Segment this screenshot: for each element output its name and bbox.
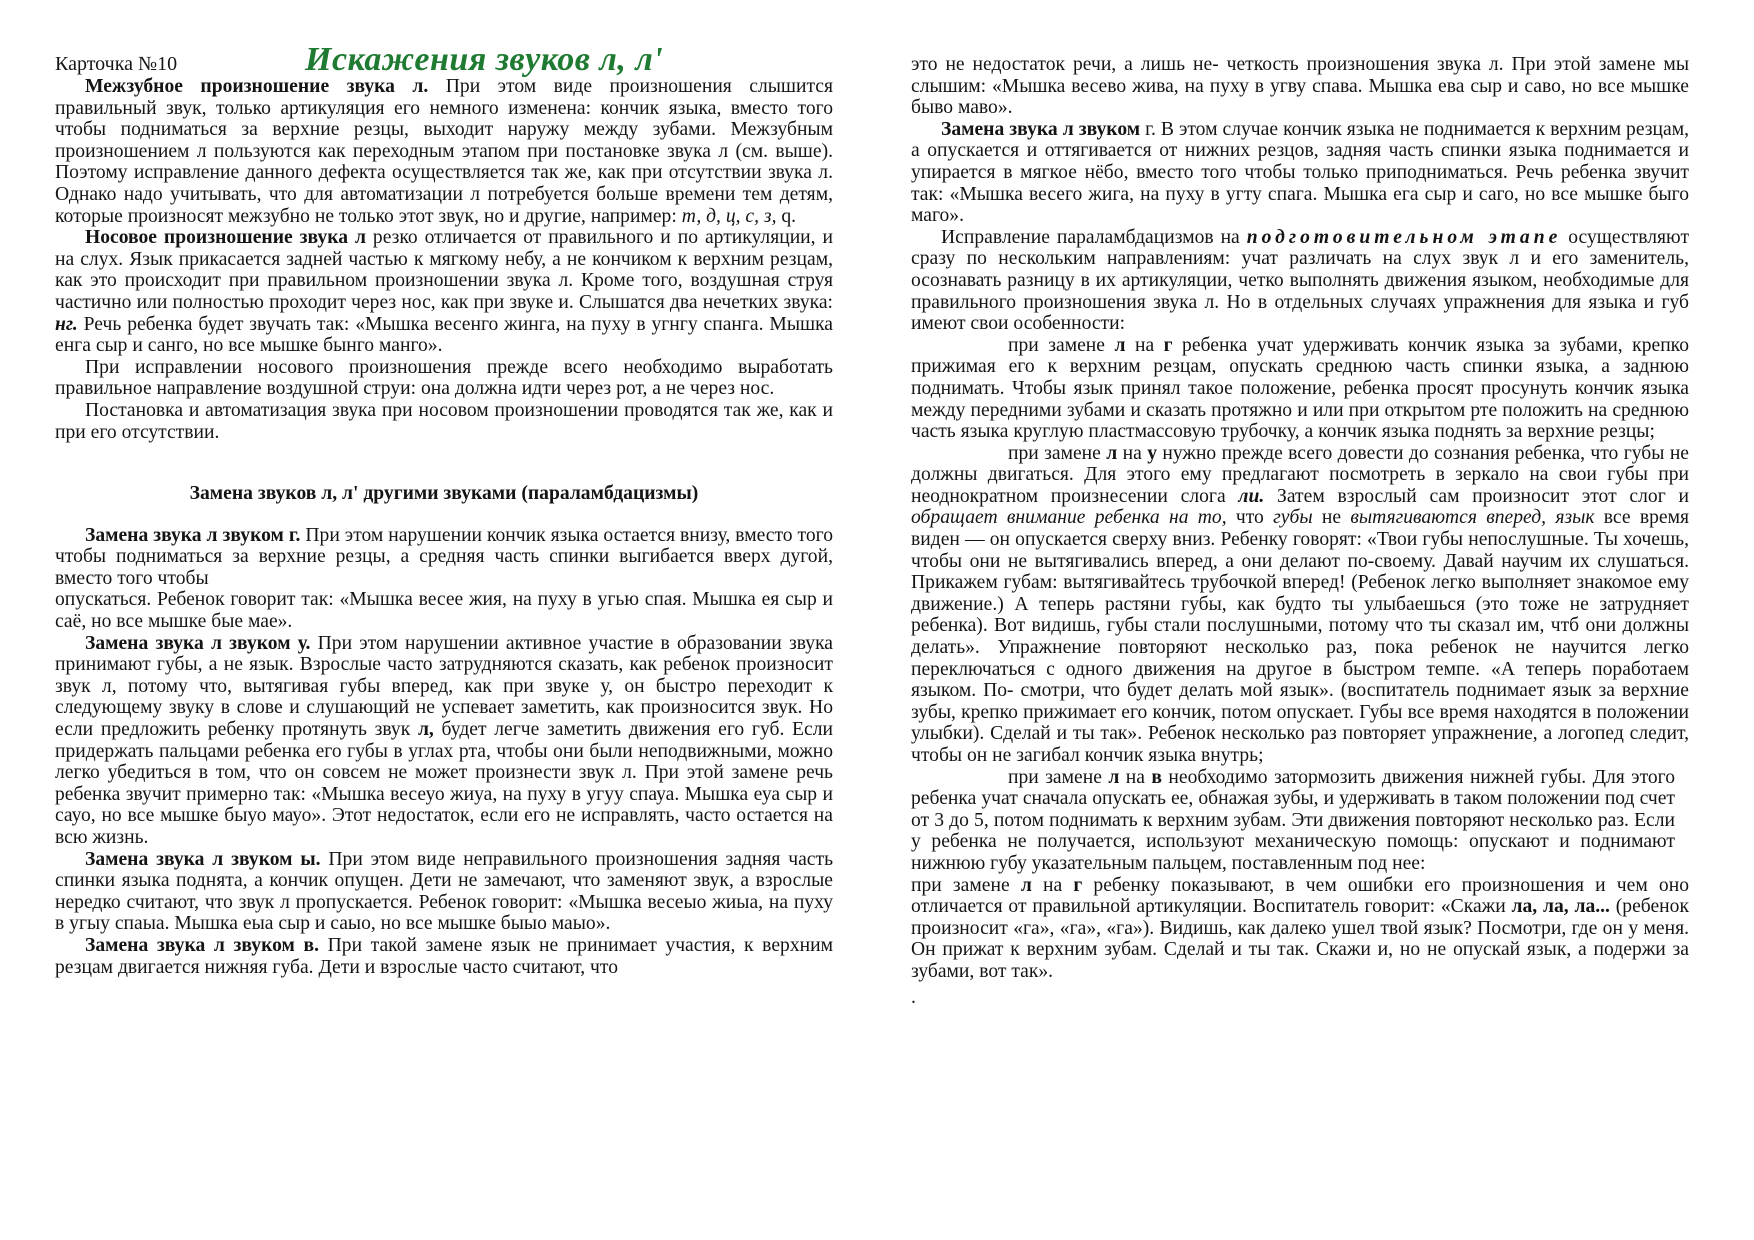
paragraph-l-to-v [911, 767, 1675, 875]
text: Речь ребенка будет звучать так: «Мышка весенго жинга, на пуху в угнгу спанга. Мышка енга сыр и санго, но все мышке бынго манго». [55, 313, 833, 357]
text: на [1031, 874, 1074, 896]
term-g: Замена звука л звуком г. [85, 524, 301, 546]
paragraph-g [55, 525, 833, 590]
text: ребенка учат удерживать кончик языка за зубами, крепко прижимая его к верхним резцам, опускать среднюю часть спинки языка, а заднюю поднимать. Чтобы язык принял такое положение, ребенка просят просунуть кончик языка между передними зубами и сказать протяжно и или при открытом рте положить на среднюю часть языка круглую пластмассовую трубочку, а кончик языка поднять за верхние резцы; [911, 334, 1689, 443]
paragraph-u [55, 633, 833, 849]
term-preparatory-stage: подготовительном этапе [1246, 226, 1562, 248]
text: Исправление параламбдацизмов на [941, 226, 1247, 248]
bold-la: ла, ла, ла... [1511, 896, 1610, 918]
paragraph-preparatory [911, 227, 1689, 335]
text: что [1226, 507, 1274, 529]
text: При этом виде произношения слышится правильный звук, только артикуляция его немного изменена: кончик языка, вместо того чтобы подниматься за верхние резцы, выходит наружу между зубами. Межзубным произношением л пользуются как переходным этапом при постановке звука л (см. выше). Поэтому исправление данного дефекта осуществляется так же, как при отсутствии звука л. Однако надо учитывать, что для автоматизации л потребуется больше времени тем детям, которые произносят межзубно не только этот звук, но и другие, например: [55, 76, 833, 227]
paragraph-v-cont: это не недостаток речи, а лишь не- четкость произношения звука л. При этой замене мы слышим: «Мышка весево жива, на пуху в угву спава. Мышка ева сыр и саво, но все мышке быво маво». [911, 54, 1689, 119]
text: при замене [1008, 334, 1115, 356]
card-header [55, 41, 833, 78]
bold-v: в [1151, 766, 1162, 788]
bold-l: л [1020, 874, 1032, 896]
paragraph-v [55, 935, 833, 978]
paragraph-l-to-g [911, 335, 1689, 443]
bold-l: л [1114, 334, 1126, 356]
italic-sounds: т, д, ц, с, з, [681, 205, 777, 227]
text: резко отличается от правильного и по артикуляции, и на слух. Язык прикасается задней частью к мягкому небу, а не кончиком к верхним резцам, как это происходит при правильном произношении звука л. Кроме того, воздушная струя частично или полностью проходит через нос, как при звуке и. Слышатся два нечетких звука: [55, 227, 833, 313]
paragraph-y [55, 849, 833, 935]
right-column [911, 54, 1689, 1008]
text: на [1119, 766, 1152, 788]
text: При этом виде неправильного произношения задняя часть спинки языка поднята, а кончик опущен. Дети не замечают, что заменяют звук, а взрослые нередко считают, что звук л пропускается. Ребенок говорит: «Мышка весеыо жиыа, на пуху в угыу спаыа. Мышка еыа сыр и саыо, но все мышке быыо маыо». [55, 848, 833, 935]
paragraph-l-to-g-show [911, 875, 1689, 983]
text: Затем взрослый сам произносит этот слог и [1264, 485, 1689, 507]
term-interdental: Межзубное произношение звука л. [85, 76, 429, 97]
italic-li: ли. [1238, 485, 1265, 507]
paragraph-nasal [55, 227, 833, 357]
paragraph-l-to-u [911, 443, 1689, 767]
term-v: Замена звука л звуком в. [85, 934, 319, 956]
text: на [1125, 334, 1164, 356]
text: При такой замене язык не принимает участия, к верхним резцам двигается нижняя губа. Дети и взрослые часто считают, что [55, 934, 833, 978]
paragraph-g-cont: опускаться. Ребенок говорит так: «Мышка весее жия, на пуху в угью спая. Мышка ея сыр и саё, но все мышке бые мае». [55, 589, 833, 633]
trailing-dot: . [911, 986, 916, 1008]
text: при замене [911, 874, 1021, 896]
section-title: Замена звуков л, л' другими звуками (параламбдацизмы) [189, 483, 699, 505]
card-number: Карточка №10 [55, 53, 178, 75]
bold-l: л [1108, 766, 1120, 788]
term-g-replace: Замена звука л звуком [941, 118, 1141, 140]
text: не [1312, 507, 1351, 529]
text: нужно прежде всего довести до сознания ребенка, что губы не должны двигаться. Для этого ему предлагают посмотреть в зеркало на свои губы при неоднократном произнесении слога [911, 442, 1689, 507]
text: (ребенок произносит «га», «га», «га»). Видишь, как далеко ушел твой язык? Посмотри, где он у меня. Он прижат к верхним зубам. Сделай и ты так. Скажи и, но не опускай язык, а подержи за зубами, вот так». [911, 896, 1689, 982]
text: при замене [1008, 442, 1107, 464]
text: ребенку показывают, в чем ошибки его произношения и чем оно отличается от правильной артикуляции. Воспитатель говорит: «Скажи [911, 874, 1689, 918]
text: на [1117, 442, 1148, 464]
bold-l: л, [417, 719, 434, 741]
term-nasal: Носовое произношение звука л [85, 227, 366, 249]
left-column [55, 41, 833, 978]
bold-l: л [1106, 442, 1118, 464]
term-y: Замена звука л звуком ы. [85, 848, 321, 870]
card-title: Искажения звуков л, л' [305, 41, 664, 78]
bold-g: г [1163, 334, 1173, 356]
text: необходимо затормозить движения нижней губы. Для этого ребенка учат сначала опускать ее, обнажая зубы, и удерживать в таком положении под счет от 3 до 5, потом поднимать к верхним зубам. Эти движения повторяют несколько раз. Если у ребенка не получается, используют механическую помощь: опускают и поднимают нижнюю губу указательным пальцем, поставленным под нее: [911, 766, 1676, 874]
italic-text: губы [1273, 507, 1313, 529]
text: при замене [1008, 766, 1109, 788]
text: При этом нарушении активное участие в образовании звука принимают губы, а не язык. Взрослые часто затрудняются сказать, как ребенок произносит звук л, потому что, вытягивая губы вперед, как при звуке у, он быстро переходит к следующему звуку в слове и слушающий не успевает заметить, как произносится звук. Но если предложить ребенку протянуть звук [55, 632, 833, 741]
paragraph-automation: Постановка и автоматизация звука при носовом произношении проводятся так же, как и при его отсутствии. [55, 399, 833, 443]
paragraph-correction: При исправлении носового произношения прежде всего необходимо выработать правильное направление воздушной струи: она должна идти через рот, а не через нос. [55, 356, 833, 400]
text: осуществляют сразу по нескольким направлениям: учат различать на слух звук л и его заменитель, осознавать разницу в их артикуляции, четко выполнять движения языком, необходимые для правильного произношения звука л. Но в отдельных случаях упражнения для языка и губ имеют свои особенности: [911, 226, 1690, 335]
text: При этом нарушении кончик языка остается внизу, вместо того чтобы подниматься за верхние резцы, а средняя часть спинки выгибается вверх дугой, вместо того чтобы [55, 524, 833, 589]
text: q. [776, 205, 797, 227]
paragraph-g-replace [911, 119, 1689, 227]
text: будет легче заметить движения его губ. Если придержать пальцами ребенка его губы в углах рта, чтобы они были неподвижными, можно легко убедиться в том, что он совсем не может произнести звук л. При этой замене речь ребенка звучит примерно так: «Мышка весеуо жиуа, на пуху в угуу спауа. Мышка еуа сыр и сауо, но все мышке быуо мауо». Этот недостаток, если его не исправлять, часто остается на всю жизнь. [55, 719, 833, 848]
narrow-block [911, 767, 1675, 875]
italic-text: вытягиваются вперед, язык [1350, 507, 1595, 529]
text: все время виден — он опускается сверху вниз. Ребенку говорят: «Твои губы непослушные. Ты хочешь, чтобы они не вытягивались вперед, а они делают по-своему. Давай научим их слушаться. Прикажем губам: вытягивайтесь трубочкой вперед! (Ребенок легко выполняет знакомое ему движение.) А теперь растяни губы, как будто ты улыбаешься (это тоже не затрудняет ребенка). Вот видишь, губы стали послушными, потому что ты сказал им, чтб они должны делать». Упражнение повторяют несколько раз, пока ребенок не научится легко переключаться с одного движения на другое в быстром темпе. «А теперь поработаем языком. По- смотри, что будет делать мой язык». (воспитатель поднимает язык за верхние зубы, крепко прижимает его кончик, потом опускает. Губы все время находятся в положении улыбки). Сделай и ты так». Ребенок несколько раз повторяет упражнение, а логопед следит, чтобы он не загибал кончик языка внутрь; [911, 507, 1689, 766]
italic-ng: нг. [55, 313, 78, 335]
paragraph-interdental [55, 76, 833, 227]
italic-text: обращает внимание ребенка на то, [911, 507, 1227, 529]
bold-g: г [1073, 874, 1083, 896]
term-u: Замена звука л звуком у. [85, 632, 311, 654]
bold-u: у [1147, 442, 1157, 464]
text: г. В этом случае кончик языка не поднимается к верхним резцам, а опускается и оттягивается от нижних резцов, задняя часть спинки языка поднимается и упирается в мягкое нёбо, вместо того чтобы только приподниматься. Речь ребенка звучит так: «Мышка весего жига, на пуху в угту спага. Мышка ега сыр и саго, но все мышке быго маго». [911, 118, 1689, 227]
